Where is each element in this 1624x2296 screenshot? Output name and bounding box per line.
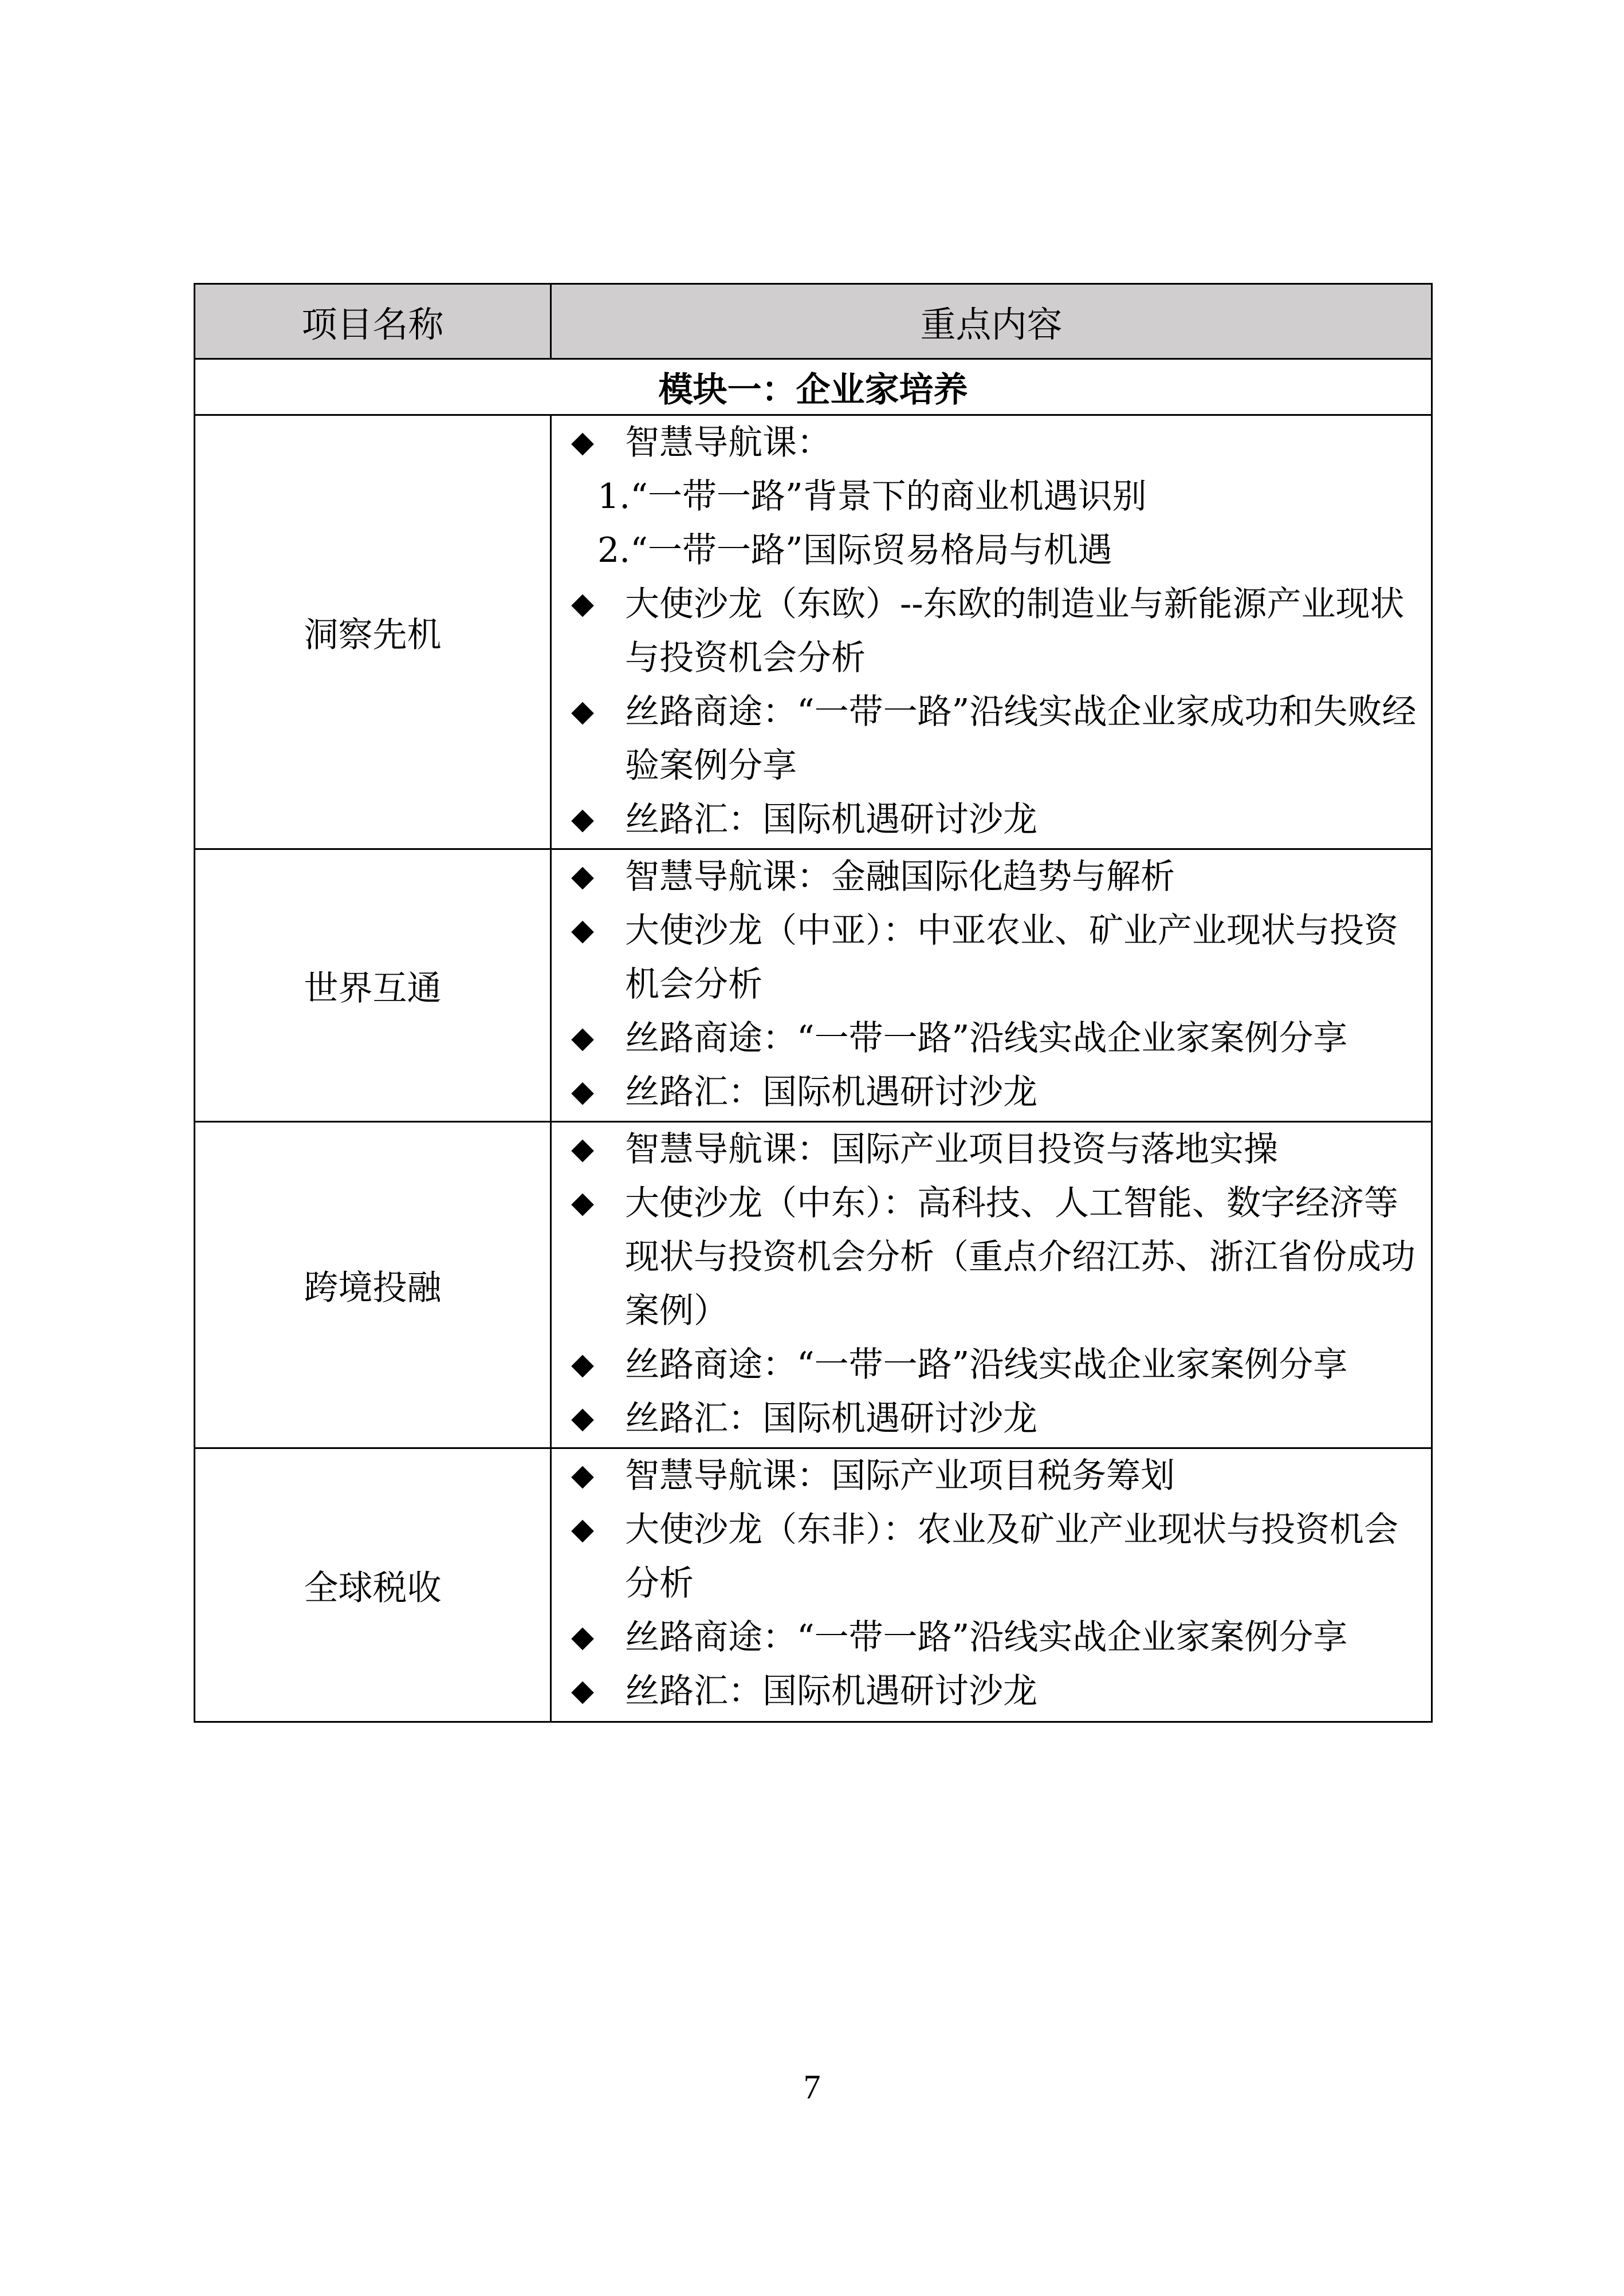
diamond-bullet-icon: ◆: [571, 802, 594, 836]
list-item-text: 丝路商途：“一带一路”沿线实战企业家案例分享: [625, 1345, 1348, 1385]
diamond-bullet-icon: ◆: [571, 859, 594, 893]
module-title: 模块一：企业家培养: [195, 359, 1432, 415]
project-name-cell: 洞察先机: [195, 415, 551, 849]
list-item: [563, 1610, 1419, 1664]
list-item-text: 丝路商途：“一带一路”沿线实战企业家案例分享: [625, 1018, 1348, 1058]
list-item-text: 丝路汇：国际机遇研讨沙龙: [625, 1671, 1037, 1711]
content-cell: [551, 1122, 1432, 1448]
list-item-text: 丝路汇：国际机遇研讨沙龙: [625, 1399, 1037, 1439]
sub-item: 1.“一带一路”背景下的商业机遇识别: [597, 476, 1147, 517]
content-list: [563, 1449, 1419, 1718]
list-item-text: 智慧导航课：国际产业项目投资与落地实操: [625, 1129, 1278, 1169]
list-item: [563, 904, 1419, 1011]
list-item: [563, 850, 1419, 904]
list-item-text: 丝路商途：“一带一路”沿线实战企业家成功和失败经验案例分享: [625, 692, 1417, 786]
diamond-bullet-icon: ◆: [571, 913, 594, 947]
list-item-text: 智慧导航课：金融国际化趋势与解析: [625, 857, 1175, 897]
sub-item: 2.“一带一路”国际贸易格局与机遇: [597, 530, 1112, 570]
diamond-bullet-icon: ◆: [571, 1186, 594, 1220]
list-item: [563, 1392, 1419, 1446]
module-row: [195, 359, 1432, 415]
diamond-bullet-icon: ◆: [571, 1512, 594, 1546]
diamond-bullet-icon: ◆: [571, 1347, 594, 1381]
list-item: [563, 1123, 1419, 1176]
list-item: [563, 793, 1419, 846]
page-number: 7: [803, 2068, 821, 2106]
list-item: [563, 1503, 1419, 1610]
diamond-bullet-icon: ◆: [571, 1021, 594, 1055]
diamond-bullet-icon: ◆: [571, 694, 594, 728]
list-item-text: 大使沙龙（东非）：农业及矿业产业现状与投资机会分析: [625, 1510, 1398, 1604]
content-list: [563, 1123, 1419, 1446]
content-cell: [551, 415, 1432, 849]
diamond-bullet-icon: ◆: [571, 1673, 594, 1708]
list-item: [563, 1011, 1419, 1065]
list-item: [563, 1176, 1419, 1338]
diamond-bullet-icon: ◆: [571, 586, 594, 621]
list-item-text: 智慧导航课：国际产业项目税务筹划: [625, 1456, 1175, 1496]
diamond-bullet-icon: ◆: [571, 1458, 594, 1492]
table-row: [195, 1448, 1432, 1722]
list-item: [563, 685, 1419, 793]
list-item: [563, 1065, 1419, 1119]
table-body: [195, 415, 1432, 1722]
list-item: [563, 1664, 1419, 1718]
table-header-row: [195, 284, 1432, 359]
content-cell: [551, 1448, 1432, 1722]
list-item-text: 丝路汇：国际机遇研讨沙龙: [625, 800, 1037, 840]
list-item-text: 智慧导航课：: [625, 423, 831, 463]
list-item: [563, 416, 1419, 577]
table-row: [195, 1122, 1432, 1448]
diamond-bullet-icon: ◆: [571, 1132, 594, 1166]
header-project-name: 项目名称: [195, 284, 551, 359]
program-table: [194, 283, 1433, 1723]
list-item-text: 大使沙龙（东欧）--东欧的制造业与新能源产业现状与投资机会分析: [625, 584, 1405, 678]
project-name-cell: 跨境投融: [195, 1122, 551, 1448]
list-item: [563, 1338, 1419, 1392]
diamond-bullet-icon: ◆: [571, 1401, 594, 1435]
list-item-text: 丝路汇：国际机遇研讨沙龙: [625, 1072, 1037, 1112]
list-item-text: 大使沙龙（中亚）：中亚农业、矿业产业现状与投资机会分析: [625, 911, 1398, 1005]
diamond-bullet-icon: ◆: [571, 425, 594, 459]
list-item: [563, 577, 1419, 685]
project-name-cell: 世界互通: [195, 849, 551, 1122]
content-list: [563, 850, 1419, 1119]
diamond-bullet-icon: ◆: [571, 1074, 594, 1109]
diamond-bullet-icon: ◆: [571, 1620, 594, 1654]
table-row: [195, 415, 1432, 849]
table-row: [195, 849, 1432, 1122]
header-key-content: 重点内容: [551, 284, 1432, 359]
content-cell: [551, 849, 1432, 1122]
project-name-cell: 全球税收: [195, 1448, 551, 1722]
list-item-text: 丝路商途：“一带一路”沿线实战企业家案例分享: [625, 1617, 1348, 1657]
list-item-text: 大使沙龙（中东）：高科技、人工智能、数字经济等现状与投资机会分析（重点介绍江苏、浙江省份成功案例）: [625, 1183, 1415, 1331]
content-list: [563, 416, 1419, 846]
list-item: [563, 1449, 1419, 1503]
